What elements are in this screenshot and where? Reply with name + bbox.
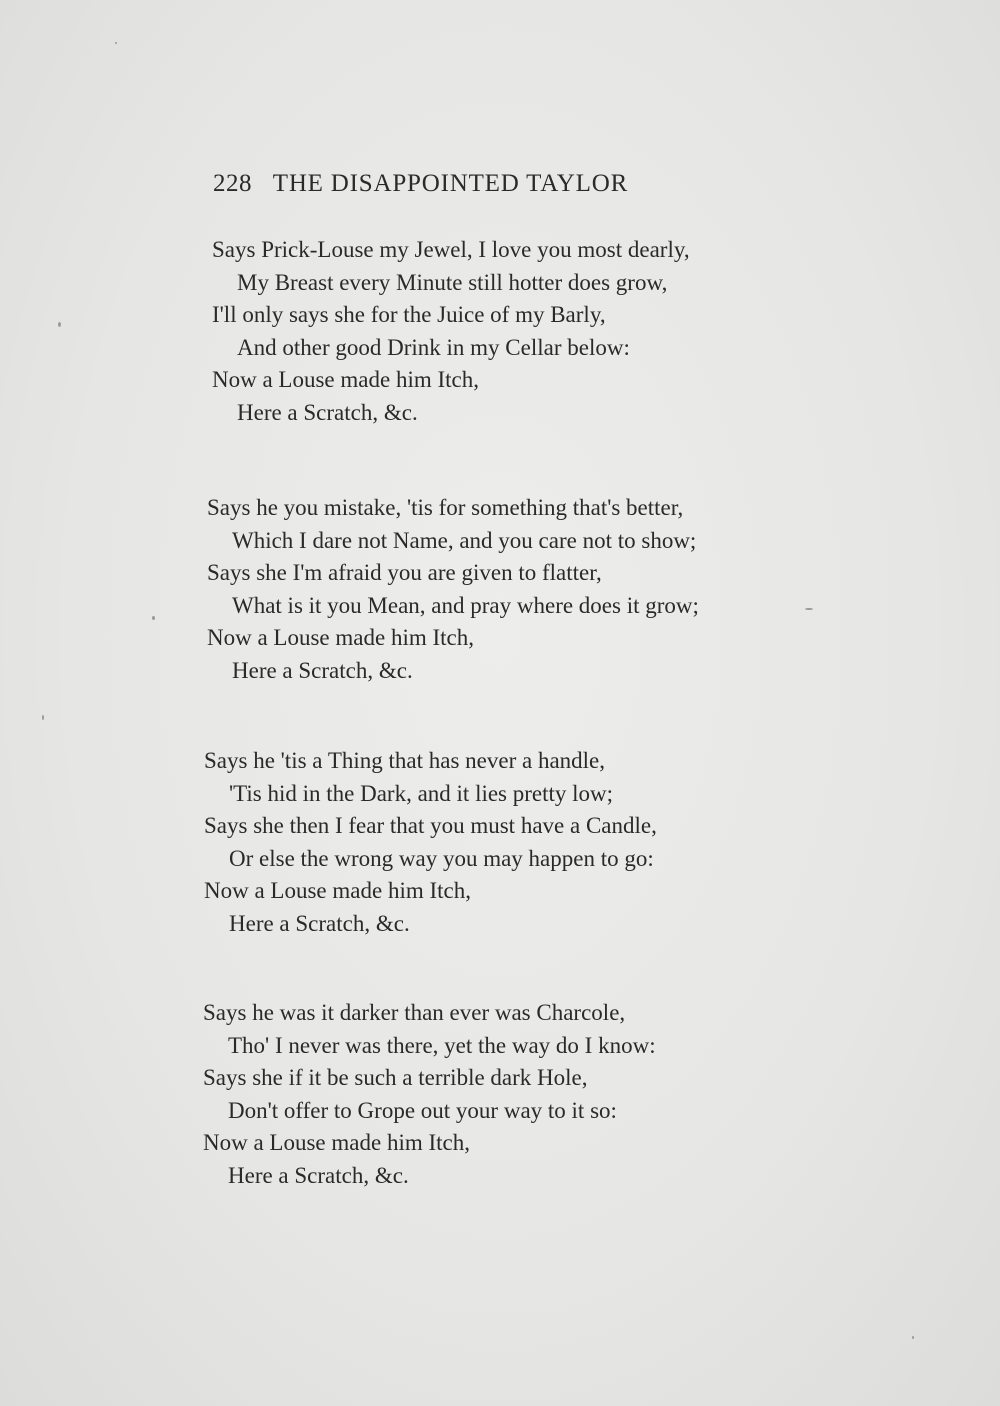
verse-line: Says he was it darker than ever was Charcole, — [203, 1000, 626, 1025]
stanza-4 — [203, 997, 803, 1192]
verse-line: My Breast every Minute still hotter does grow, — [237, 269, 668, 295]
verse-line: I'll only says she for the Juice of my Barly, — [212, 302, 606, 327]
verse-line: Or else the wrong way you may happen to go: — [229, 845, 654, 871]
refrain-line: Here a Scratch, &c. — [228, 1162, 409, 1188]
verse-line: What is it you Mean, and pray where does it grow; — [232, 592, 699, 618]
verse-line: 'Tis hid in the Dark, and it lies pretty low; — [229, 780, 614, 806]
stanza-1 — [212, 234, 812, 429]
paper-speck — [152, 616, 155, 620]
verse-line: Don't offer to Grope out your way to it so: — [228, 1097, 617, 1123]
running-title: THE DISAPPOINTED TAYLOR — [272, 170, 629, 197]
verse-line: And other good Drink in my Cellar below: — [237, 334, 630, 360]
paper-speck — [805, 608, 813, 610]
verse-line: Says she then I fear that you must have a Candle, — [204, 813, 657, 838]
refrain-line: Now a Louse made him Itch, — [212, 367, 479, 392]
page-number: 228 — [213, 170, 252, 197]
verse-line: Says he you mistake, 'tis for something that's better, — [207, 495, 684, 520]
verse-line: Says he 'tis a Thing that has never a handle, — [204, 748, 606, 773]
refrain-line: Here a Scratch, &c. — [229, 910, 410, 936]
verse-line: Tho' I never was there, yet the way do I know: — [228, 1032, 656, 1058]
refrain-line: Here a Scratch, &c. — [232, 657, 413, 683]
paper-speck — [42, 715, 44, 720]
paper-speck — [912, 1336, 914, 1339]
paper-speck — [58, 322, 61, 327]
stanza-2 — [207, 492, 807, 687]
refrain-line: Here a Scratch, &c. — [237, 399, 418, 425]
refrain-line: Now a Louse made him Itch, — [207, 625, 474, 650]
refrain-line: Now a Louse made him Itch, — [203, 1130, 470, 1155]
verse-line: Says Prick-Louse my Jewel, I love you most dearly, — [212, 237, 690, 262]
verse-line: Which I dare not Name, and you care not to show; — [232, 527, 697, 553]
refrain-line: Now a Louse made him Itch, — [204, 878, 471, 903]
stanza-3 — [204, 745, 804, 940]
verse-line: Says she if it be such a terrible dark Hole, — [203, 1065, 588, 1090]
paper-speck — [115, 42, 117, 44]
verse-line: Says she I'm afraid you are given to flatter, — [207, 560, 602, 585]
